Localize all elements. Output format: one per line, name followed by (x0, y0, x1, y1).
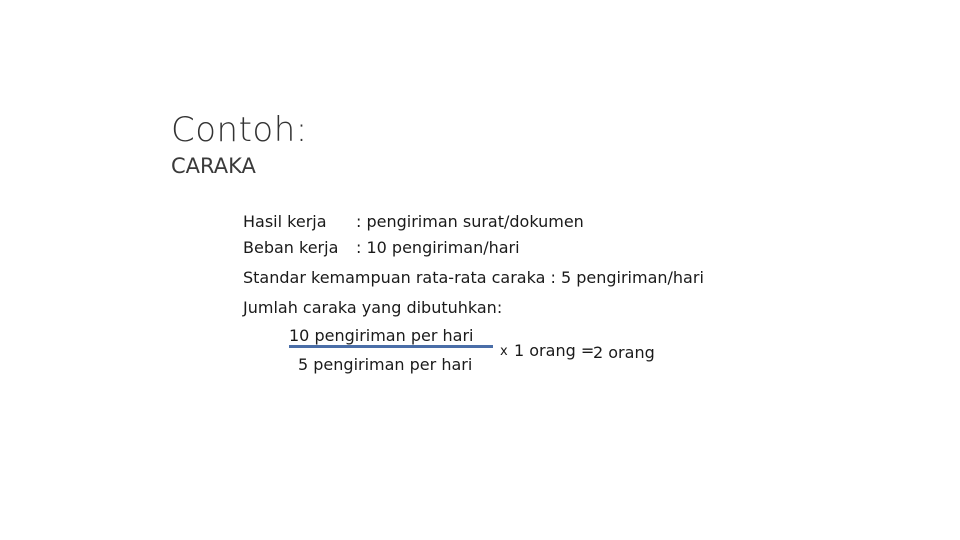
hasil-kerja-value: : pengiriman surat/dokumen (356, 212, 584, 231)
fraction-bar (289, 345, 493, 348)
slide-title: Contoh: (171, 110, 308, 150)
standar-kemampuan-line: Standar kemampuan rata-rata caraka : 5 pengiriman/hari (243, 268, 704, 287)
beban-kerja-value: : 10 pengiriman/hari (356, 238, 520, 257)
slide-subtitle: CARAKA (171, 154, 256, 178)
beban-kerja-line (243, 238, 520, 257)
beban-kerja-label: Beban kerja (243, 238, 339, 257)
hasil-kerja-line (243, 212, 584, 231)
result-text: 2 orang (593, 343, 655, 362)
fraction-denominator: 5 pengiriman per hari (298, 355, 473, 374)
jumlah-caraka-line: Jumlah caraka yang dibutuhkan: (243, 298, 503, 317)
multiplier-text: 1 orang = (514, 341, 595, 360)
fraction-numerator: 10 pengiriman per hari (289, 326, 474, 345)
hasil-kerja-label: Hasil kerja (243, 212, 327, 231)
times-symbol: x (500, 344, 508, 359)
